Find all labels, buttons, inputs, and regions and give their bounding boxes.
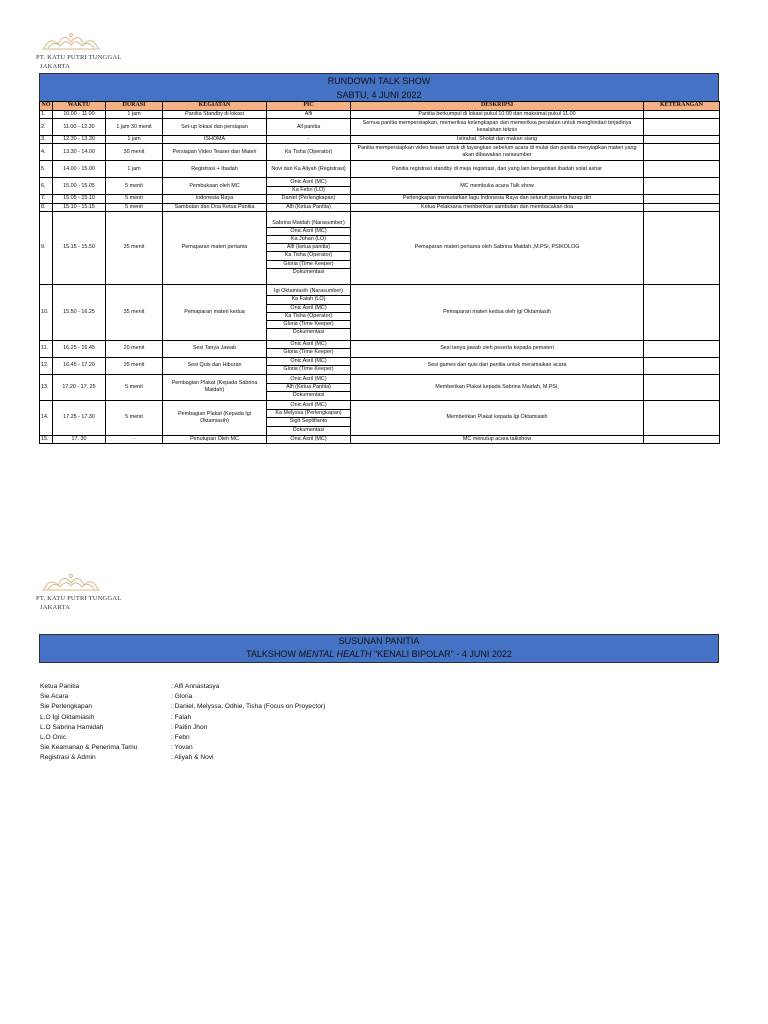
cell-deskripsi: MC membuka acara Talk show <box>351 178 644 195</box>
table-row <box>40 119 720 136</box>
cell-waktu: 15.15 - 15.50 <box>53 211 106 284</box>
committee-role: L.O Sabrina Hamidah <box>40 723 104 731</box>
rundown-title: RUNDOWN TALK SHOW <box>327 76 431 86</box>
cell-no: 14. <box>40 400 53 435</box>
cell-pic <box>267 203 351 211</box>
pic-entry: Dokumentasi <box>292 329 325 336</box>
cell-keterangan <box>644 144 720 161</box>
pic-entry: Onic Asril (MC) <box>267 228 350 236</box>
committee-name: : Daniel, Melyssa, Odhie, Tisha (Focus on Proyector) <box>171 703 326 711</box>
pic-entry: Ka Falah (LO) <box>267 296 350 304</box>
table-row <box>40 161 720 178</box>
cell-keterangan <box>644 203 720 211</box>
cell-no: 6. <box>40 178 53 195</box>
cell-kegiatan: Sesi Tanya Jawab <box>163 340 267 357</box>
cell-deskripsi: Ketua Pelaksana memberikan sambutan dan membacakan doa <box>351 203 644 211</box>
pic-entry: Onic Asril (MC) <box>267 305 350 313</box>
cell-keterangan <box>644 435 720 443</box>
pic-entry: Gloria (Time Keeper) <box>283 366 334 373</box>
pic-entry: Alfi (ketua panitia) <box>267 244 350 252</box>
cell-deskripsi: Panitia berkumpul di lokasi pukul 10.00 dan maksimal pukul 11.00 <box>351 111 644 119</box>
cell-waktu: 13.30 - 14.00 <box>53 144 106 161</box>
table-row <box>40 136 720 144</box>
cell-pic <box>267 119 351 136</box>
pic-entry: Sabrina Maidah (Narasumber) <box>267 220 350 228</box>
cell-deskripsi: Pemaparan materi pertama oleh Sabrina Maidah.,M.PSi, PSIKOLOG <box>351 211 644 284</box>
panitia-subtitle: TALKSHOW MENTAL HEALTH "KENALI BIPOLAR" - 4 JUNI 2022 <box>246 649 512 659</box>
table-row <box>40 144 720 161</box>
cell-kegiatan: Pemaparan materi pertama <box>163 211 267 284</box>
cell-no: 10. <box>40 284 53 340</box>
committee-row <box>40 702 325 712</box>
cell-pic <box>267 136 351 144</box>
cell-durasi: 5 menit <box>106 203 163 211</box>
pic-entry: Igi Oktamiasih (Narasumber) <box>267 288 350 296</box>
pic-entry: All panitia <box>296 123 321 130</box>
crown-logo-icon <box>40 30 102 52</box>
cell-keterangan <box>644 111 720 119</box>
committee-role: Sie Acara <box>40 693 69 701</box>
table-row <box>40 211 720 284</box>
committee-name: : Paitin Jhon <box>171 723 208 731</box>
cell-kegiatan: Set-up lokasi dan persiapan <box>163 119 267 136</box>
header-kegiatan: KEGIATAN <box>163 102 267 111</box>
committee-name: : Alfi Annastasya <box>171 683 220 690</box>
cell-deskripsi: MC menutup acara talkshow <box>351 435 644 443</box>
table-row <box>40 111 720 119</box>
table-row <box>40 357 720 374</box>
cell-deskripsi: Istirahat, Sholat dan makan siang <box>351 136 644 144</box>
table-row <box>40 195 720 203</box>
cell-pic <box>267 144 351 161</box>
cell-pic <box>267 435 351 443</box>
cell-keterangan <box>644 136 720 144</box>
cell-waktu: 15.10 - 15.15 <box>53 203 106 211</box>
committee-row <box>40 713 325 723</box>
committee-role: L.O Igi Oktamiasih <box>40 713 95 721</box>
cell-waktu: 17.20 - 17. 25 <box>53 374 106 400</box>
cell-deskripsi: Perlengkapan memutarkan lagu Indonesia Raya dan seluruh peserta harap diri <box>351 195 644 203</box>
cell-deskripsi: Panitia mempersiapkan video teaser untuk di tayangkan sebelum acara di mulai dan panitia menyiapkan materi yang akan dibawakan narasumber <box>351 144 644 161</box>
cell-kegiatan: Persiapan Video Teaser dan Materi <box>163 144 267 161</box>
table-row <box>40 178 720 195</box>
committee-name: : Yovan <box>171 744 193 752</box>
cell-durasi: - <box>106 435 163 443</box>
company-city: JAKARTA <box>40 63 71 70</box>
cell-no: 2. <box>40 119 53 136</box>
cell-kegiatan: Pembagian Plakat (Kepada Igi Oktamiasih) <box>163 400 267 435</box>
table-row <box>40 340 720 357</box>
cell-deskripsi: Semua panitia mempersiapkan, memeriksa kelengkapan dan memeriksa peralatan untuk menghindari terjadinya kesalahan teknis <box>351 119 644 136</box>
header-keterangan: KETERANGAN <box>644 102 720 111</box>
cell-waktu: 17. 30 <box>53 435 106 443</box>
cell-durasi: 1 jam <box>106 111 163 119</box>
cell-waktu: 15.05 - 15.10 <box>53 195 106 203</box>
cell-durasi: 5 menit <box>106 178 163 195</box>
pic-entry: Dokumentasi <box>292 268 325 275</box>
pic-entry: - <box>307 136 310 143</box>
cell-deskripsi: Sesi tanya jawab oleh peserta kepada pemateri <box>351 340 644 357</box>
cell-waktu: 16.25 - 16.45 <box>53 340 106 357</box>
pic-entry: Alfi (Ketua Panitia) <box>286 203 331 210</box>
cell-pic <box>267 284 351 340</box>
cell-no: 4. <box>40 144 53 161</box>
pic-entry: Ka Johan (LO) <box>267 236 350 244</box>
committee-row <box>40 692 325 702</box>
cell-keterangan <box>644 161 720 178</box>
cell-no: 3. <box>40 136 53 144</box>
cell-kegiatan: ISHOMA <box>163 136 267 144</box>
committee-name: : Febri <box>171 733 190 741</box>
cell-keterangan <box>644 119 720 136</box>
pic-entry: Gloria (Time Keeper) <box>283 349 334 356</box>
cell-durasi: 35 menit <box>106 357 163 374</box>
pic-entry: Alfi (Ketua Panitia) <box>267 384 350 392</box>
cell-deskripsi: Memberikan Plakat kepada Igi Oktamiasih <box>351 400 644 435</box>
cell-kegiatan: Sesi Quis dan Hiburan <box>163 357 267 374</box>
cell-waktu: 10.00 - 11.00 <box>53 111 106 119</box>
committee-row <box>40 733 325 743</box>
cell-deskripsi: Memberikan Plakat kepada Sabrina Maidah, M.PSi, <box>351 374 644 400</box>
cell-pic <box>267 400 351 435</box>
company-name: PT. KATU PUTRI TUNGGAL <box>36 54 122 61</box>
cell-kegiatan: Penutupan Oleh MC <box>163 435 267 443</box>
cell-keterangan <box>644 340 720 357</box>
table-row <box>40 400 720 435</box>
committee-row <box>40 723 325 733</box>
cell-durasi: 35 menit <box>106 211 163 284</box>
table-row <box>40 203 720 211</box>
pic-entry: Ka Tisha (Operator) <box>267 313 350 321</box>
committee-row <box>40 682 325 692</box>
cell-waktu: 16.45 - 17.20 <box>53 357 106 374</box>
committee-list <box>40 682 325 764</box>
cell-durasi: 35 menit <box>106 284 163 340</box>
pic-entry: Daniel (Perlengkapan) <box>281 195 336 202</box>
panitia-header-band <box>39 634 719 663</box>
cell-keterangan <box>644 374 720 400</box>
committee-role: Ketua Panitia <box>40 683 80 690</box>
company-logo-2 <box>36 571 146 612</box>
cell-pic <box>267 161 351 178</box>
cell-waktu: 17.25 - 17.30 <box>53 400 106 435</box>
company-logo <box>36 30 146 71</box>
cell-no: 9. <box>40 211 53 284</box>
cell-waktu: 15.00 - 15.05 <box>53 178 106 195</box>
committee-role: Sie Perlengkapan <box>40 703 93 711</box>
pic-entry: Gloria (Time Keeper) <box>267 321 350 329</box>
cell-durasi: 20 menit <box>106 340 163 357</box>
pic-entry: Dokumentasi <box>292 391 325 398</box>
committee-role: Registrasi & Admin <box>40 754 96 762</box>
table-row <box>40 374 720 400</box>
pic-entry: Ka Melyssa (Perlengkapan) <box>267 410 350 418</box>
cell-durasi: 1 jam 30 menit <box>106 119 163 136</box>
cell-pic <box>267 340 351 357</box>
cell-no: 8. <box>40 203 53 211</box>
pic-entry: Onic Asril (MC) <box>267 341 350 349</box>
cell-kegiatan: Registrasi + Ibadah <box>163 161 267 178</box>
committee-row <box>40 753 325 763</box>
cell-no: 1. <box>40 111 53 119</box>
pic-entry: Onic Asril (MC) <box>267 376 350 384</box>
cell-keterangan <box>644 195 720 203</box>
pic-entry: Ka Tisha (Operator) <box>267 252 350 260</box>
pic-entry: Ka Tisha (Operator) <box>284 148 333 155</box>
table-header-row <box>40 102 720 111</box>
pic-entry: Onic Asril (MC) <box>267 358 350 366</box>
cell-no: 15. <box>40 435 53 443</box>
header-waktu: WAKTU <box>53 102 106 111</box>
cell-no: 13. <box>40 374 53 400</box>
cell-no: 12. <box>40 357 53 374</box>
header-no: NO <box>40 102 53 111</box>
pic-entry: Ka Febri (LO) <box>292 186 325 193</box>
pic-entry: Alfi <box>304 111 313 117</box>
cell-kegiatan: Panitia Standby di lokasi <box>163 111 267 119</box>
cell-pic <box>267 357 351 374</box>
header-pic: PIC <box>267 102 351 111</box>
panitia-title: SUSUNAN PANITIA <box>338 636 420 646</box>
cell-durasi: 1 jam <box>106 161 163 178</box>
cell-no: 11. <box>40 340 53 357</box>
cell-keterangan <box>644 284 720 340</box>
cell-kegiatan: Indonesia Raya <box>163 195 267 203</box>
company-city-2: JAKARTA <box>40 604 71 611</box>
cell-deskripsi: Sesi games dan quis dari panitia untuk meramaikan acara <box>351 357 644 374</box>
cell-keterangan <box>644 211 720 284</box>
committee-name: : Falah <box>171 713 192 721</box>
cell-kegiatan: Pemaparan materi kedua <box>163 284 267 340</box>
cell-waktu: 15.50 - 16.25 <box>53 284 106 340</box>
committee-role: Sie Keamanan & Penerima Tamu <box>40 744 138 752</box>
pic-entry: Dokumentasi <box>292 426 325 433</box>
crown-logo-icon <box>40 571 102 593</box>
pic-entry: Onic Asril (MC) <box>267 179 350 187</box>
cell-durasi: 30 menit <box>106 144 163 161</box>
cell-deskripsi: Pemaparan materi kedua oleh Igi Oktamiasih <box>351 284 644 340</box>
committee-name: : Aliyah & Novi <box>171 754 214 762</box>
rundown-date: SABTU, 4 JUNI 2022 <box>336 90 422 100</box>
pic-entry: Sigit Septifianto <box>267 418 350 426</box>
header-deskripsi: DESKRIPSI <box>351 102 644 111</box>
pic-entry: Onic Asril (MC) <box>290 435 327 442</box>
rundown-header-band <box>39 73 719 102</box>
pic-entry: Onic Asril (MC) <box>267 402 350 410</box>
cell-kegiatan: Pembagian Plakat (Kepada Sabrina Maidah) <box>163 374 267 400</box>
cell-no: 7. <box>40 195 53 203</box>
cell-pic <box>267 211 351 284</box>
committee-row <box>40 743 325 753</box>
cell-pic <box>267 111 351 119</box>
cell-waktu: 11.00 - 12.30 <box>53 119 106 136</box>
pic-entry: Novi dan Ka Aliyah (Registrasi) <box>271 165 346 172</box>
rundown-table <box>39 101 720 444</box>
committee-name: : Gloria <box>171 693 193 701</box>
table-row <box>40 435 720 443</box>
committee-role: L.O Onic <box>40 733 67 741</box>
cell-waktu: 12.30 - 13.30 <box>53 136 106 144</box>
cell-waktu: 14.00 - 15.00 <box>53 161 106 178</box>
cell-no: 5. <box>40 161 53 178</box>
cell-durasi: 5 menit <box>106 374 163 400</box>
cell-durasi: 5 menit <box>106 195 163 203</box>
cell-kegiatan: Pembukaan oleh MC <box>163 178 267 195</box>
cell-deskripsi: Panitia registrasi standby di meja registrasi, dan yang lain bergantian ibadah solat ashar <box>351 161 644 178</box>
cell-durasi: 5 menit <box>106 400 163 435</box>
table-row <box>40 284 720 340</box>
cell-pic <box>267 178 351 195</box>
cell-keterangan <box>644 178 720 195</box>
cell-durasi: 1 jam <box>106 136 163 144</box>
pic-entry: Gloria (Time Keeper) <box>267 261 350 269</box>
header-durasi: DURASI <box>106 102 163 111</box>
cell-pic <box>267 374 351 400</box>
company-name-2: PT. KATU PUTRI TUNGGAL <box>36 595 122 602</box>
cell-pic <box>267 195 351 203</box>
cell-keterangan <box>644 357 720 374</box>
cell-kegiatan: Sambutan dan Doa Ketua Panitia <box>163 203 267 211</box>
cell-keterangan <box>644 400 720 435</box>
